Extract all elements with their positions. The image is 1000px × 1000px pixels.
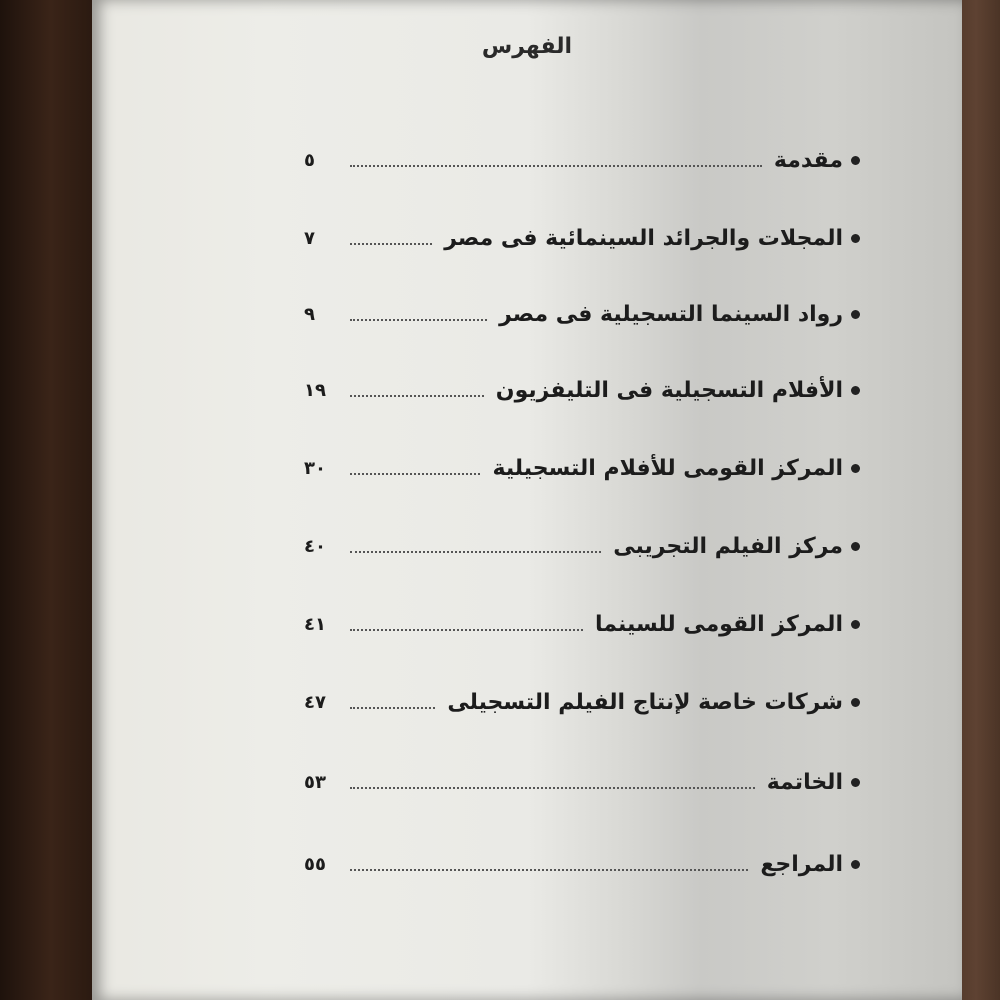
toc-entry-title: المجلات والجرائد السينمائية فى مصر — [444, 225, 843, 251]
toc-entry — [304, 218, 860, 258]
bullet-icon — [851, 542, 860, 551]
toc-entry-page: ٤١ — [304, 613, 326, 635]
toc-entry-title: شركات خاصة لإنتاج الفيلم التسجيلى — [447, 689, 843, 715]
toc-entry-page: ٥٣ — [304, 771, 326, 793]
bullet-icon — [851, 860, 860, 869]
toc-entry-page: ٤٠ — [304, 535, 326, 557]
bullet-icon — [851, 620, 860, 629]
toc-entry-title: الأفلام التسجيلية فى التليفزيون — [495, 377, 843, 403]
dot-leader — [350, 775, 755, 789]
bullet-icon — [851, 234, 860, 243]
toc-entry — [304, 140, 860, 180]
toc-entry-title: المراجع — [760, 851, 843, 877]
bullet-icon — [851, 778, 860, 787]
toc-entry-page: ٣٠ — [304, 457, 326, 479]
dot-leader — [350, 383, 484, 397]
bullet-icon — [851, 386, 860, 395]
toc-entry — [304, 844, 860, 884]
bullet-icon — [851, 156, 860, 165]
toc-entry — [304, 604, 860, 644]
toc-entry-page: ٥ — [304, 149, 315, 171]
book-page — [92, 0, 962, 1000]
toc-entry-page: ٩ — [304, 303, 315, 325]
dot-leader — [350, 539, 601, 553]
wood-surface-left — [0, 0, 92, 1000]
dot-leader — [350, 153, 762, 167]
dot-leader — [350, 231, 432, 245]
toc-entry-title: المركز القومى للسينما — [595, 611, 843, 637]
toc-entry — [304, 526, 860, 566]
toc-entry-title: مقدمة — [773, 147, 843, 173]
toc-entry-page: ٧ — [304, 227, 315, 249]
page-title: الفهرس — [481, 34, 573, 59]
bullet-icon — [851, 464, 860, 473]
toc-entry-title: مركز الفيلم التجريبى — [613, 533, 843, 559]
dot-leader — [350, 461, 480, 475]
toc-entry-title: رواد السينما التسجيلية فى مصر — [499, 301, 843, 327]
toc-entry-page: ٥٥ — [304, 853, 326, 875]
toc-entry — [304, 682, 860, 722]
dot-leader — [350, 307, 487, 321]
dot-leader — [350, 857, 748, 871]
toc-entry — [304, 294, 860, 334]
toc-entry-page: ١٩ — [304, 379, 326, 401]
bullet-icon — [851, 698, 860, 707]
toc-entry-title: المركز القومى للأفلام التسجيلية — [492, 455, 843, 481]
bullet-icon — [851, 310, 860, 319]
toc-entry — [304, 762, 860, 802]
toc-entry — [304, 370, 860, 410]
table-of-contents — [92, 0, 962, 1000]
dot-leader — [350, 617, 583, 631]
toc-entry-title: الخاتمة — [766, 769, 843, 795]
toc-entry — [304, 448, 860, 488]
toc-entry-page: ٤٧ — [304, 691, 326, 713]
dot-leader — [350, 695, 435, 709]
